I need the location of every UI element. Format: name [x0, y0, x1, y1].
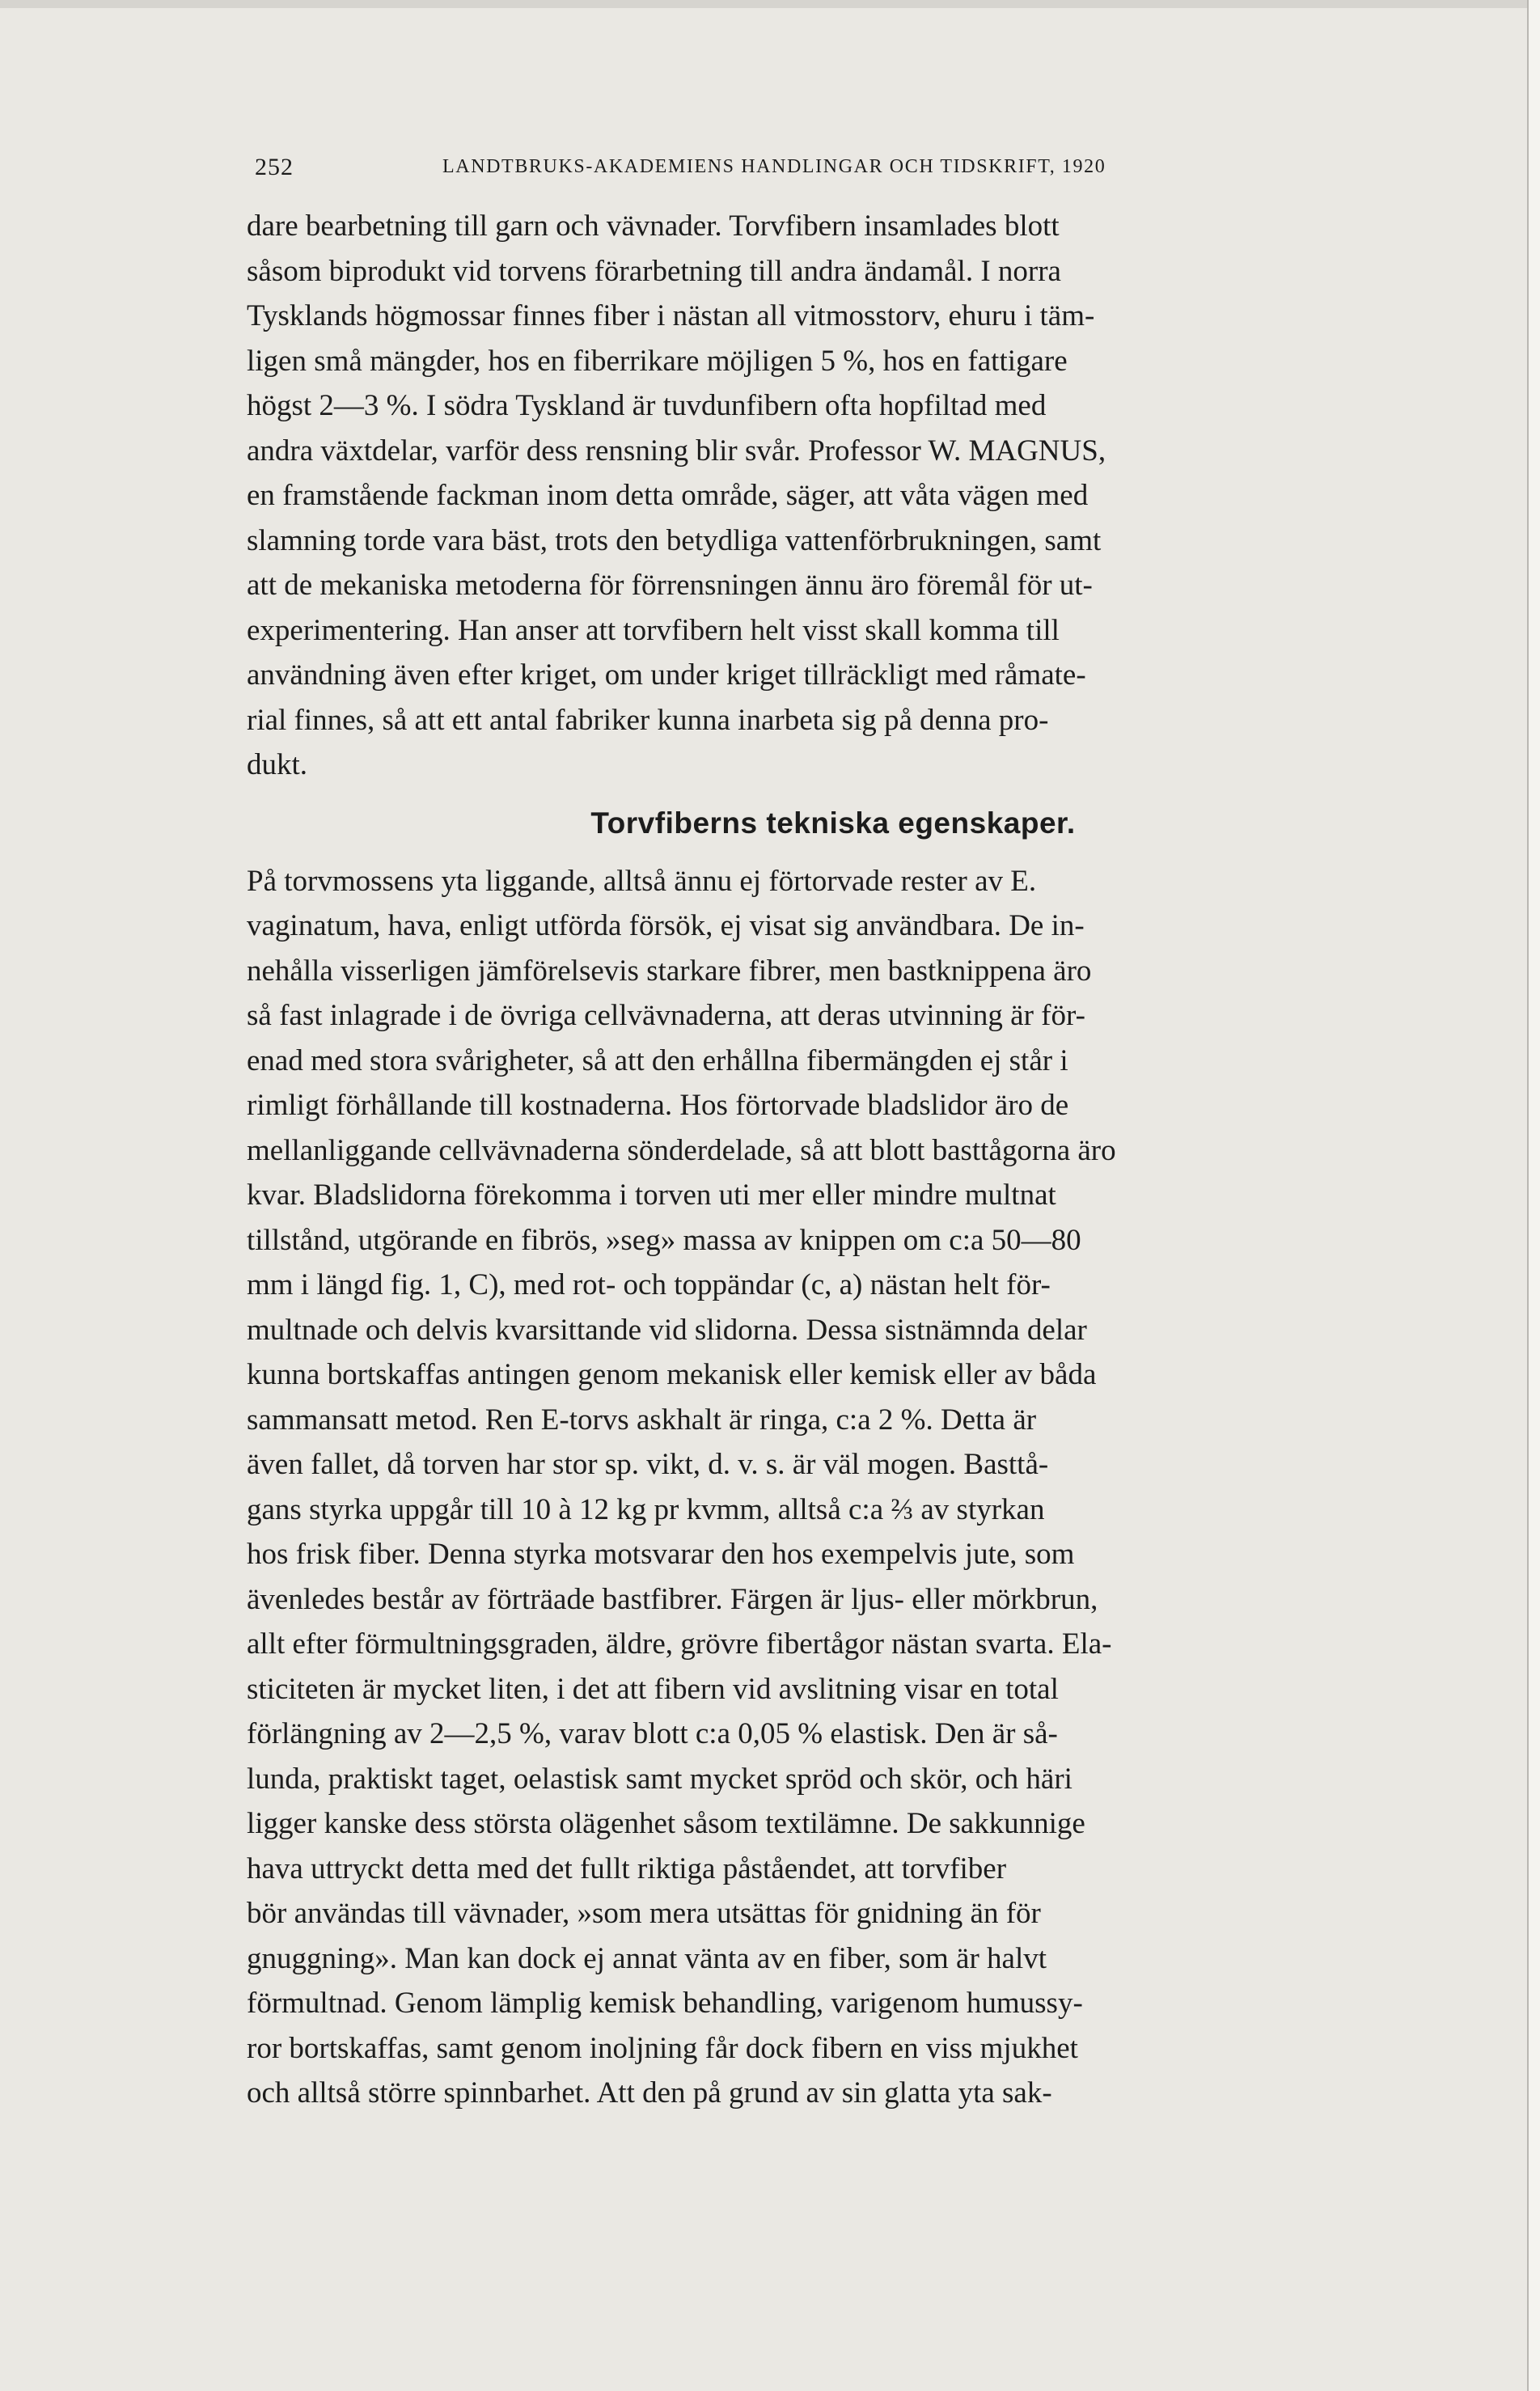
- text-line: gnuggning». Man kan dock ej annat vänta av en fiber, som är halvt: [247, 1941, 1047, 1975]
- text-line: även fallet, då torven har stor sp. vikt, d. v. s. är väl mogen. Basttå-: [247, 1448, 1049, 1481]
- text-line: experimentering. Han anser att torvfibern helt visst skall komma till: [247, 613, 1060, 647]
- text-line: ligen små mängder, hos en fiberrikare möjligen 5 %, hos en fattigare: [247, 344, 1068, 378]
- text-line: dukt.: [247, 748, 308, 781]
- text-line: och alltså större spinnbarhet. Att den på grund av sin glatta yta sak-: [247, 2076, 1052, 2110]
- text-line: ror bortskaffas, samt genom inoljning får dock fibern en viss mjukhet: [247, 2031, 1078, 2065]
- text-line: nehålla visserligen jämförelsevis starkare fibrer, men bastknippena äro: [247, 954, 1092, 988]
- text-line: På torvmossens yta liggande, alltså ännu ej förtorvade rester av E.: [247, 864, 1037, 898]
- running-head: LANDTBRUKS-AKADEMIENS HANDLINGAR OCH TIDSKRIFT, 1920: [442, 156, 1106, 177]
- text-line: sticiteten är mycket liten, i det att fibern vid avslitning visar en total: [247, 1672, 1059, 1706]
- text-line: enad med stora svårigheter, så att den erhållna fibermängden ej står i: [247, 1043, 1068, 1077]
- text-line: tillstånd, utgörande en fibrös, »seg» massa av knippen om c:a 50—80: [247, 1223, 1081, 1257]
- text-line: ligger kanske dess största olägenhet såsom textilämne. De sakkunnige: [247, 1807, 1085, 1840]
- scan-right-edge: [1527, 0, 1540, 2391]
- text-line: så fast inlagrade i de övriga cellvävnaderna, att deras utvinning är för-: [247, 999, 1085, 1032]
- page-body: [247, 204, 1419, 2116]
- page-number: 252: [255, 154, 294, 180]
- text-line: hos frisk fiber. Denna styrka motsvarar den hos exempelvis jute, som: [247, 1538, 1075, 1571]
- text-line: mm i längd fig. 1, C), med rot- och toppändar (c, a) nästan helt för-: [247, 1268, 1051, 1301]
- page-header: [255, 154, 1436, 186]
- text-line: rial finnes, så att ett antal fabriker kunna inarbeta sig på denna pro-: [247, 703, 1049, 737]
- text-line: kunna bortskaffas antingen genom mekanisk eller kemisk eller av båda: [247, 1358, 1097, 1391]
- text-line: gans styrka uppgår till 10 à 12 kg pr kvmm, alltså c:a ⅔ av styrkan: [247, 1492, 1045, 1526]
- text-line: ävenledes består av förträade bastfibrer. Färgen är ljus- eller mörkbrun,: [247, 1582, 1098, 1616]
- text-line: allt efter förmultningsgraden, äldre, grövre fibertågor nästan svarta. Ela-: [247, 1627, 1112, 1661]
- text-line: förmultnad. Genom lämplig kemisk behandling, varigenom humussy-: [247, 1987, 1083, 2020]
- text-line: sammansatt metod. Ren E-torvs askhalt är ringa, c:a 2 %. Detta är: [247, 1403, 1037, 1437]
- text-line: att de mekaniska metoderna för förrensningen ännu äro föremål för ut-: [247, 569, 1093, 602]
- text-line: slamning torde vara bäst, trots den betydliga vattenförbrukningen, samt: [247, 523, 1102, 557]
- text-line: andra växtdelar, varför dess rensning blir svår. Professor W. MAGNUS,: [247, 434, 1106, 468]
- paragraph-1: [247, 204, 1419, 788]
- text-line: såsom biprodukt vid torvens förarbetning till andra ändamål. I norra: [247, 254, 1061, 288]
- text-line: vaginatum, hava, enligt utförda försök, ej visat sig användbara. De in-: [247, 909, 1085, 942]
- text-line: hava uttryckt detta med det fullt riktiga påståendet, att torvfiber: [247, 1851, 1007, 1885]
- text-line: multnade och delvis kvarsittande vid slidorna. Dessa sistnämnda delar: [247, 1313, 1087, 1347]
- text-line: lunda, praktiskt taget, oelastisk samt mycket spröd och skör, och häri: [247, 1762, 1072, 1796]
- text-line: bör användas till vävnader, »som mera utsättas för gnidning än för: [247, 1897, 1041, 1930]
- text-line: Tysklands högmossar finnes fiber i nästan all vitmosstorv, ehuru i täm-: [247, 299, 1095, 332]
- paragraph-2: [247, 859, 1419, 2116]
- text-line: en framstående fackman inom detta område, säger, att våta vägen med: [247, 479, 1089, 512]
- text-line: mellanliggande cellvävnaderna sönderdelade, så att blott basttågorna äro: [247, 1133, 1116, 1167]
- text-line: användning även efter kriget, om under kriget tillräckligt med råmate-: [247, 658, 1086, 692]
- section-title: Torvfiberns tekniska egenskaper.: [590, 806, 1076, 840]
- text-line: rimligt förhållande till kostnaderna. Hos förtorvade bladslidor äro de: [247, 1089, 1069, 1122]
- text-line: högst 2—3 %. I södra Tyskland är tuvdunfibern ofta hopfiltad med: [247, 389, 1047, 422]
- text-line: förlängning av 2—2,5 %, varav blott c:a 0,05 % elastisk. Den är så-: [247, 1717, 1058, 1750]
- text-line: dare bearbetning till garn och vävnader. Torvfibern insamlades blott: [247, 209, 1060, 243]
- scan-top-edge: [0, 0, 1540, 8]
- text-line: kvar. Bladslidorna förekomma i torven uti mer eller mindre multnat: [247, 1179, 1056, 1212]
